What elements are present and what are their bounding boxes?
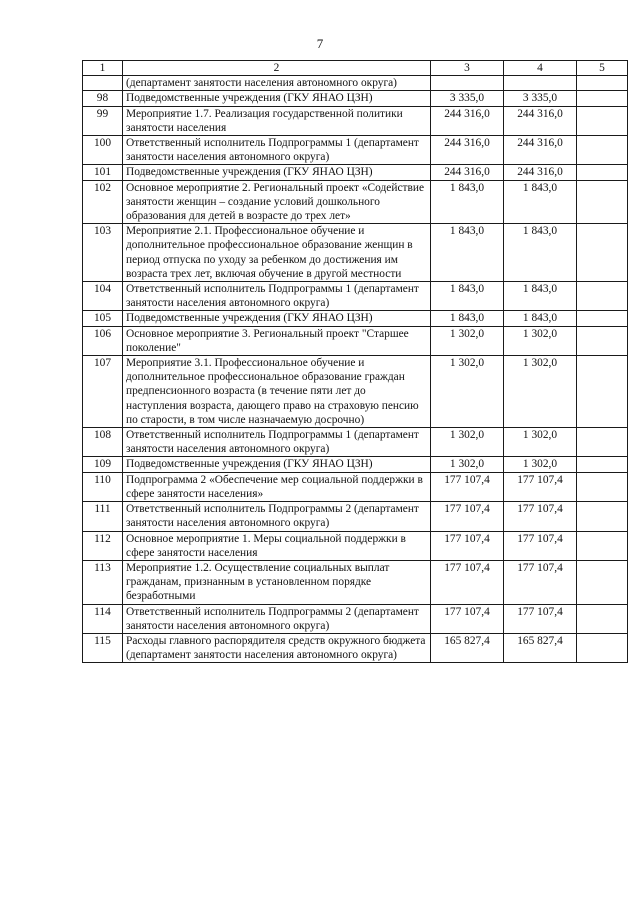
row-value-column4-cell: 1 302,0 xyxy=(504,457,577,472)
row-value-column4-cell: 177 107,4 xyxy=(504,502,577,531)
row-value-column3-cell: 1 843,0 xyxy=(431,311,504,326)
row-value-column3-cell: 244 316,0 xyxy=(431,106,504,135)
row-description-cell: Подведомственные учреждения (ГКУ ЯНАО ЦЗН) xyxy=(123,165,431,180)
row-value-column5-cell xyxy=(577,560,628,604)
row-number-cell: 100 xyxy=(83,136,123,165)
row-value-column5-cell xyxy=(577,180,628,224)
table-row xyxy=(83,165,628,180)
row-description-cell: Основное мероприятие 2. Региональный проект «Содействие занятости женщин – создание условий дошкольного образования для детей в возрасте до трех лет» xyxy=(123,180,431,224)
row-value-column3-cell: 177 107,4 xyxy=(431,472,504,501)
row-number-cell: 114 xyxy=(83,604,123,633)
row-value-column3-cell: 3 335,0 xyxy=(431,91,504,106)
row-value-column3-cell: 1 302,0 xyxy=(431,326,504,355)
row-description-cell: Подведомственные учреждения (ГКУ ЯНАО ЦЗН) xyxy=(123,91,431,106)
column-header: 5 xyxy=(577,61,628,76)
row-value-column4-cell: 244 316,0 xyxy=(504,106,577,135)
row-number-cell: 108 xyxy=(83,428,123,457)
row-value-column4-cell: 165 827,4 xyxy=(504,633,577,662)
table-row xyxy=(83,428,628,457)
row-value-column3-cell: 1 843,0 xyxy=(431,180,504,224)
budget-table xyxy=(82,60,628,663)
table-row xyxy=(83,472,628,501)
row-description-cell: Ответственный исполнитель Подпрограммы 1 (департамент занятости населения автономного округа) xyxy=(123,428,431,457)
table-row xyxy=(83,91,628,106)
row-number-cell xyxy=(83,76,123,91)
row-value-column3-cell: 177 107,4 xyxy=(431,560,504,604)
row-number-cell: 105 xyxy=(83,311,123,326)
row-value-column5-cell xyxy=(577,356,628,428)
row-value-column5-cell xyxy=(577,326,628,355)
row-value-column5-cell xyxy=(577,165,628,180)
table-row xyxy=(83,502,628,531)
row-description-cell: Основное мероприятие 1. Меры социальной поддержки в сфере занятости населения xyxy=(123,531,431,560)
table-body xyxy=(83,76,628,663)
page-number: 7 xyxy=(316,36,324,51)
row-value-column3-cell: 244 316,0 xyxy=(431,136,504,165)
row-description-cell: Ответственный исполнитель Подпрограммы 1 (департамент занятости населения автономного округа) xyxy=(123,282,431,311)
row-number-cell: 99 xyxy=(83,106,123,135)
row-value-column4-cell xyxy=(504,76,577,91)
row-description-cell: Мероприятие 1.2. Осуществление социальных выплат гражданам, признанным в установленном порядке безработными xyxy=(123,560,431,604)
row-value-column4-cell: 1 302,0 xyxy=(504,326,577,355)
table-row xyxy=(83,356,628,428)
row-number-cell: 103 xyxy=(83,224,123,282)
row-number-cell: 112 xyxy=(83,531,123,560)
row-value-column4-cell: 1 302,0 xyxy=(504,428,577,457)
row-description-cell: Мероприятие 3.1. Профессиональное обучение и дополнительное профессиональное образование граждан предпенсионного возраста (в течение пяти лет до наступления возраста, дающего право на страховую пенсию по старости, в том числе назначаемую досрочно) xyxy=(123,356,431,428)
table-header-row xyxy=(83,61,628,76)
row-value-column5-cell xyxy=(577,604,628,633)
row-number-cell: 115 xyxy=(83,633,123,662)
row-value-column4-cell: 1 843,0 xyxy=(504,224,577,282)
row-value-column4-cell: 1 843,0 xyxy=(504,311,577,326)
row-value-column5-cell xyxy=(577,472,628,501)
row-value-column5-cell xyxy=(577,502,628,531)
column-header: 3 xyxy=(431,61,504,76)
row-description-cell: Основное мероприятие 3. Региональный проект "Старшее поколение" xyxy=(123,326,431,355)
row-value-column3-cell: 1 302,0 xyxy=(431,356,504,428)
row-description-cell: (департамент занятости населения автономного округа) xyxy=(123,76,431,91)
row-value-column5-cell xyxy=(577,106,628,135)
row-value-column5-cell xyxy=(577,224,628,282)
table-row xyxy=(83,282,628,311)
row-description-cell: Расходы главного распорядителя средств окружного бюджета (департамент занятости населения автономного округа) xyxy=(123,633,431,662)
row-number-cell: 113 xyxy=(83,560,123,604)
row-value-column4-cell: 3 335,0 xyxy=(504,91,577,106)
row-value-column5-cell xyxy=(577,457,628,472)
table-row xyxy=(83,76,628,91)
row-value-column5-cell xyxy=(577,91,628,106)
row-value-column5-cell xyxy=(577,282,628,311)
table-row xyxy=(83,457,628,472)
row-number-cell: 107 xyxy=(83,356,123,428)
row-value-column3-cell xyxy=(431,76,504,91)
row-description-cell: Мероприятие 2.1. Профессиональное обучение и дополнительное профессиональное образование женщин в период отпуска по уходу за ребенком до достижения им возраста трех лет, включая обучение в другой местности xyxy=(123,224,431,282)
table-row xyxy=(83,560,628,604)
table-row xyxy=(83,326,628,355)
row-value-column4-cell: 177 107,4 xyxy=(504,531,577,560)
row-description-cell: Ответственный исполнитель Подпрограммы 2 (департамент занятости населения автономного округа) xyxy=(123,604,431,633)
table-row xyxy=(83,224,628,282)
row-value-column4-cell: 1 843,0 xyxy=(504,282,577,311)
row-number-cell: 98 xyxy=(83,91,123,106)
row-description-cell: Мероприятие 1.7. Реализация государственной политики занятости населения xyxy=(123,106,431,135)
row-value-column3-cell: 177 107,4 xyxy=(431,604,504,633)
row-value-column5-cell xyxy=(577,136,628,165)
row-value-column5-cell xyxy=(577,311,628,326)
row-value-column4-cell: 1 843,0 xyxy=(504,180,577,224)
row-value-column4-cell: 244 316,0 xyxy=(504,165,577,180)
table-row xyxy=(83,633,628,662)
column-header: 2 xyxy=(123,61,431,76)
column-header: 1 xyxy=(83,61,123,76)
column-header: 4 xyxy=(504,61,577,76)
table-row xyxy=(83,180,628,224)
row-value-column3-cell: 177 107,4 xyxy=(431,531,504,560)
row-value-column5-cell xyxy=(577,531,628,560)
row-value-column3-cell: 177 107,4 xyxy=(431,502,504,531)
row-number-cell: 104 xyxy=(83,282,123,311)
row-value-column4-cell: 1 302,0 xyxy=(504,356,577,428)
table-row xyxy=(83,106,628,135)
row-number-cell: 106 xyxy=(83,326,123,355)
row-value-column4-cell: 177 107,4 xyxy=(504,560,577,604)
row-value-column3-cell: 1 843,0 xyxy=(431,224,504,282)
row-description-cell: Подпрограмма 2 «Обеспечение мер социальной поддержки в сфере занятости населения» xyxy=(123,472,431,501)
row-number-cell: 110 xyxy=(83,472,123,501)
table-row xyxy=(83,604,628,633)
table-row xyxy=(83,531,628,560)
row-number-cell: 101 xyxy=(83,165,123,180)
table-row xyxy=(83,311,628,326)
row-value-column5-cell xyxy=(577,76,628,91)
row-description-cell: Ответственный исполнитель Подпрограммы 1 (департамент занятости населения автономного округа) xyxy=(123,136,431,165)
row-value-column3-cell: 1 843,0 xyxy=(431,282,504,311)
row-value-column3-cell: 1 302,0 xyxy=(431,457,504,472)
row-value-column3-cell: 244 316,0 xyxy=(431,165,504,180)
table-row xyxy=(83,136,628,165)
row-value-column4-cell: 177 107,4 xyxy=(504,472,577,501)
row-number-cell: 111 xyxy=(83,502,123,531)
row-description-cell: Подведомственные учреждения (ГКУ ЯНАО ЦЗН) xyxy=(123,311,431,326)
row-number-cell: 102 xyxy=(83,180,123,224)
row-value-column3-cell: 1 302,0 xyxy=(431,428,504,457)
row-value-column3-cell: 165 827,4 xyxy=(431,633,504,662)
row-value-column4-cell: 244 316,0 xyxy=(504,136,577,165)
row-value-column5-cell xyxy=(577,428,628,457)
row-description-cell: Подведомственные учреждения (ГКУ ЯНАО ЦЗН) xyxy=(123,457,431,472)
row-number-cell: 109 xyxy=(83,457,123,472)
row-value-column4-cell: 177 107,4 xyxy=(504,604,577,633)
row-value-column5-cell xyxy=(577,633,628,662)
row-description-cell: Ответственный исполнитель Подпрограммы 2 (департамент занятости населения автономного округа) xyxy=(123,502,431,531)
